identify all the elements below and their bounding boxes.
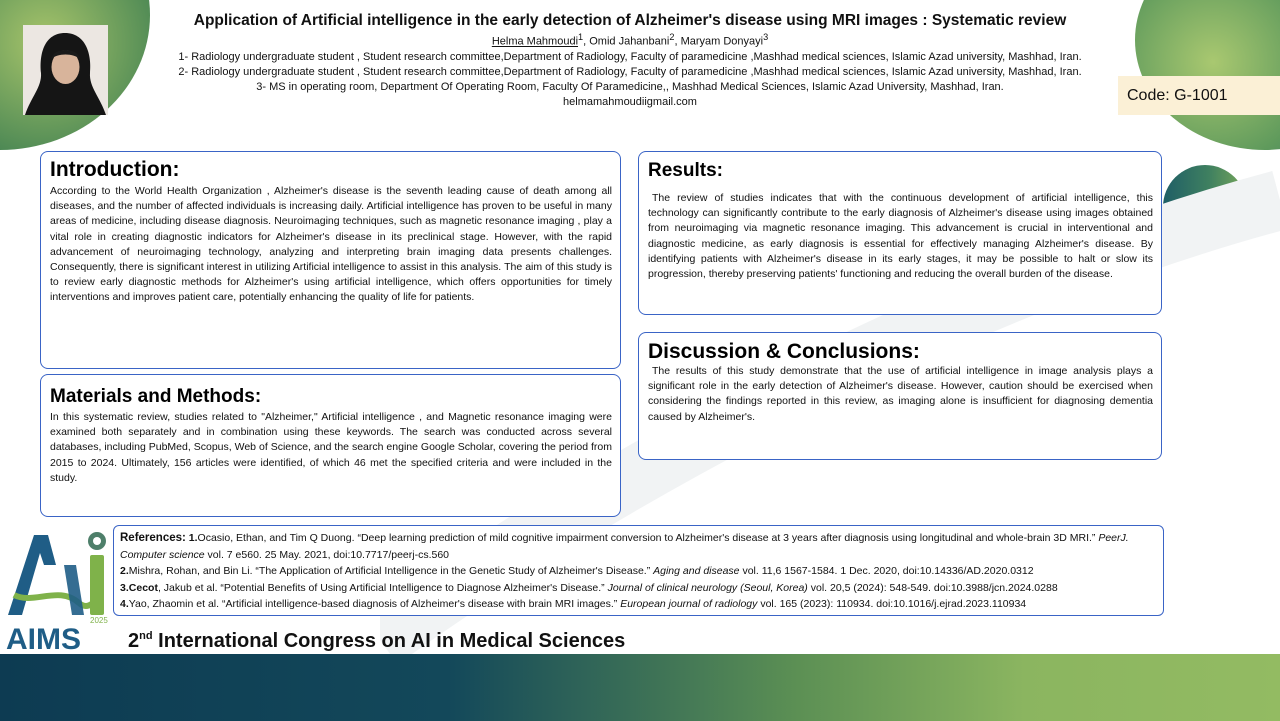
- affiliation: 1- Radiology undergraduate student , Student research committee,Department of Radiology, Faculty of paramedicine ,Mashhad medical sciences, Islamic Azad university, Mashhad, Iran.: [178, 50, 1082, 63]
- affiliation: 3- MS in operating room, Department Of Operating Room, Faculty Of Paramedicine,, Mashhad Medical Sciences, Islamic Azad University, Mashhad, Iran.: [256, 80, 1004, 93]
- author-name: Helma Mahmoudi: [491, 35, 579, 48]
- aims-logo: [4, 525, 112, 655]
- logo-year: 2025: [90, 616, 108, 625]
- section-heading: Introduction:: [50, 158, 180, 181]
- discussion-panel: [638, 332, 1162, 460]
- section-heading: Discussion & Conclusions:: [648, 340, 920, 363]
- author-photo: [23, 25, 108, 115]
- author-email: helmamahmoudiigmail.com: [563, 95, 697, 108]
- section-body: According to the World Health Organization , Alzheimer's disease is the seventh leading cause of death among all diseases, and the number of affected individuals is increasing daily. Artificial intelligence has proven to be useful in many areas of medicine, including disease diagnosis. Neuroimaging techniques, such as magnetic resonance imaging , play a vital role in creating diagnostic indicators for Alzheimer's disease in its preclinical stage. However, with the rapid advancement of neuroimaging technology, analyzing and interpreting brain imaging data presents challenges. Consequently, there is significant interest in utilizing Artificial intelligence to assist in this analysis. The aim of this study is to review early diagnostic methods for Alzheimer's using artificial intelligence, which offers opportunities for timely interventions and improves patient care, potentially enhancing the quality of life for patients.: [50, 185, 612, 304]
- introduction-panel: [40, 151, 621, 369]
- section-body: The results of this study demonstrate that the use of artificial intelligence in image analysis plays a significant role in the early detection of Alzheimer's disease. However, caution should be exercised when considering the findings reported in this review, as imaging alone is insufficient for diagnosing dementia caused by Alzheimer's.: [648, 365, 1153, 423]
- reference-item: 4.Yao, Zhaomin et al. “Artificial intelligence-based diagnosis of Alzheimer's disease with brain MRI images.” European journal of radiology vol. 165 (2023): 110934. doi:10.1016/j.ejrad.2023.110934: [120, 598, 1027, 610]
- footer-band: [0, 654, 1280, 721]
- poster-title: Application of Artificial intelligence in the early detection of Alzheimer's disease using MRI images : Systematic review: [193, 12, 1067, 29]
- poster-code-badge: Code: G-1001: [1118, 76, 1280, 115]
- author-list: Helma Mahmoudi$^1$, Omid Jahanbani$^2$, Maryam Donyayi$^3$: [491, 32, 769, 48]
- results-panel: [638, 151, 1162, 315]
- reference-item: 2.Mishra, Rohan, and Bin Li. “The Application of Artificial Intelligence in the Genetic Study of Alzheimer's Disease.” Aging and disease vol. 11,6 1567-1584. 1 Dec. 2020, doi:10.14336/AD.2020.0312: [120, 565, 1034, 577]
- section-body: In this systematic review, studies related to "Alzheimer," Artificial intelligence , and Magnetic resonance imaging were examined both separately and in combination using these keywords. The search was conducted across several databases, including PubMed, Scopus, Web of Science, and the search engine Google Scholar, covering the period from 2015 to 2024. Ultimately, 156 articles were identified, of which 46 met the specified criteria and were included in the study.: [50, 411, 612, 484]
- section-body: The review of studies indicates that with the continuous development of artificial intelligence, this technology can significantly contribute to the early diagnosis of Alzheimer's disease using images obtained from neuroimaging via magnetic resonance imaging. This advancement is crucial in interventional and diagnostic medicine, as early diagnosis is essential for effectively managing Alzheimer's disease. By identifying patients with Alzheimer's disease in its early stages, it may be possible to halt or slow its progression, thereby preserving patients' functioning and reducing the overall burden of the disease.: [648, 192, 1153, 281]
- side-circle-decoration: [1163, 165, 1247, 249]
- corner-circle-decoration-right: [1135, 0, 1280, 150]
- references-heading: References:: [120, 532, 186, 544]
- methods-panel: [40, 374, 621, 517]
- logo-text: AIMS: [6, 623, 81, 655]
- references-panel: [113, 525, 1164, 616]
- author-name: Omid Jahanbani: [589, 35, 670, 48]
- reference-item: 3.Cecot, Jakub et al. “Potential Benefits of Using Artificial Intelligence to Diagnose Alzheimer's Disease.” Journal of clinical neurology (Seoul, Korea) vol. 20,5 (2024): 548-549. doi:10.3988/jcn.2024.0288: [120, 581, 1058, 594]
- author-name: Maryam Donyayi: [680, 35, 764, 48]
- section-heading: Materials and Methods:: [50, 386, 262, 407]
- section-heading: Results:: [648, 160, 723, 181]
- congress-title: 2nd International Congress on AI in Medical Sciences: [128, 630, 626, 652]
- poster-header: [140, 11, 1120, 110]
- reference-item: References: 1.Ocasio, Ethan, and Tim Q Duong. “Deep learning prediction of mild cognitive impairment conversion to Alzheimer's disease at 3 years after diagnosis using longitudinal and whole-brain 3D MRI.” PeerJ. Computer science vol. 7 e560. 25 May. 2021, doi:10.7717/peerj-cs.560: [120, 532, 1129, 561]
- affiliation: 2- Radiology undergraduate student , Student research committee,Department of Radiology, Faculty of paramedicine ,Mashhad medical sciences, Islamic Azad university, Mashhad, Iran.: [178, 65, 1082, 78]
